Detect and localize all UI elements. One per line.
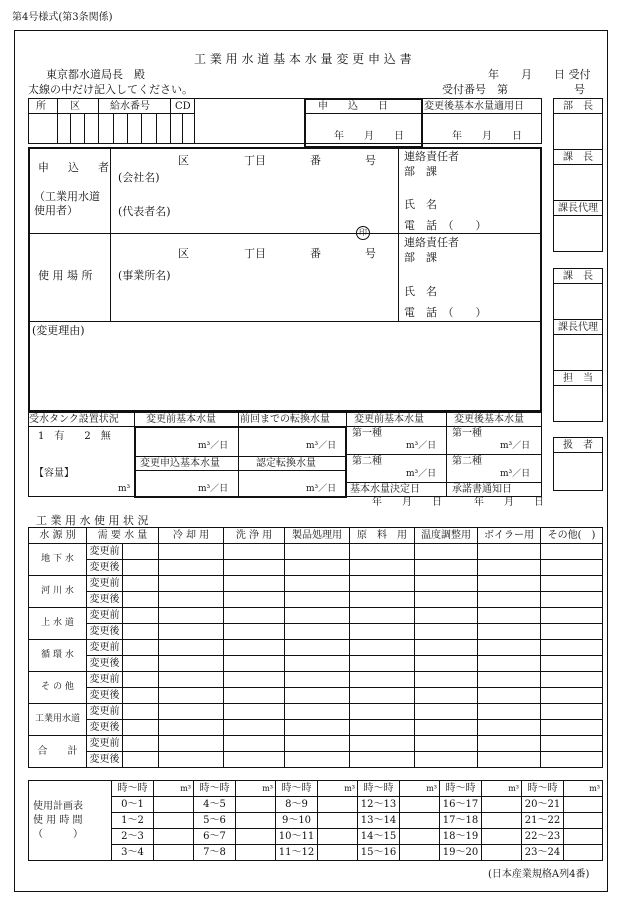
usage-after-label: 変更後 [87,688,123,704]
after-type1-unit: m³／日 [500,441,531,451]
schedule-volume-cell[interactable] [154,813,194,829]
usage-col-header: ボイラー用 [478,528,541,544]
usage-cell[interactable] [350,704,415,720]
schedule-time-slot: 12〜13 [358,797,400,813]
usage-cell[interactable] [285,640,350,656]
decided-date-value: 年 月 日 [372,497,442,508]
schedule-unit-header: m³ [400,781,440,797]
applicant-sublabel: （工業用水道使用者） [34,190,100,218]
usage-cell[interactable] [415,592,478,608]
usage-cell[interactable] [478,640,541,656]
after-type2-label: 第二種 [452,456,482,467]
before-base-unit: m³／日 [198,441,229,451]
usage-cell[interactable] [159,608,224,624]
contact-title: 連絡責任者 [404,150,459,163]
usage-row [29,704,603,720]
schedule-volume-cell[interactable] [154,829,194,845]
decided-date-label: 基本水量決定日 [350,484,420,495]
usage-cell[interactable] [350,640,415,656]
schedule-volume-cell[interactable] [400,829,440,845]
schedule-row [29,797,603,813]
type2-label: 第二種 [352,456,382,467]
schedule-time-slot: 16〜17 [440,797,482,813]
usage-row [29,736,603,752]
schedule-volume-cell[interactable] [400,797,440,813]
usage-cell[interactable] [415,608,478,624]
approved-convert-unit: m³／日 [306,484,337,494]
schedule-row [29,845,603,861]
usage-cell[interactable] [285,704,350,720]
usage-col-header: 洗 浄 用 [224,528,285,544]
schedule-table [28,780,603,861]
company-name-label: (会社名) [118,171,160,184]
usage-cell[interactable] [159,656,224,672]
usage-cell[interactable] [224,704,285,720]
schedule-volume-cell[interactable] [154,797,194,813]
usage-row [29,672,603,688]
schedule-time-slot: 6〜7 [194,829,236,845]
usage-cell[interactable] [159,704,224,720]
usage-cell[interactable] [541,592,603,608]
usage-cell[interactable] [224,608,285,624]
usage-cell[interactable] [415,656,478,672]
usage-cell[interactable] [350,752,415,768]
prev-convert-label: 前回までの転換水量 [240,414,330,425]
schedule-header-row [29,781,603,797]
schedule-time-slot: 21〜22 [522,813,564,829]
usage-cell[interactable] [159,576,224,592]
usage-cell[interactable] [159,736,224,752]
usage-cell[interactable] [123,704,159,720]
usage-table [28,527,603,768]
usage-cell[interactable] [350,720,415,736]
usage-cell[interactable] [541,576,603,592]
schedule-volume-cell[interactable] [482,813,522,829]
schedule-time-header: 時〜時 [522,781,564,797]
addressee: 東京都水道局長 殿 [46,68,145,81]
seal-mark: 印 [356,226,370,240]
schedule-label-line3: （ ） [33,828,83,840]
usage-cell[interactable] [478,544,541,560]
schedule-time-slot: 15〜16 [358,845,400,861]
usage-cell[interactable] [478,560,541,576]
usage-cell[interactable] [224,560,285,576]
schedule-volume-cell[interactable] [564,797,603,813]
tank-label: 受水タンク設置状況 [29,414,119,425]
usage-cell[interactable] [415,560,478,576]
usage-source-label: 上 水 道 [29,608,87,640]
handler-label: 扱 者 [563,440,593,451]
usage-row [29,624,603,640]
usage-header-row [29,528,603,544]
schedule-time-slot: 22〜23 [522,829,564,845]
schedule-time-slot: 14〜15 [358,829,400,845]
usage-cell[interactable] [541,672,603,688]
approval-tanto: 担 当 [563,373,593,384]
usage-cell[interactable] [478,752,541,768]
usage-cell[interactable] [159,592,224,608]
usage-cell[interactable] [285,624,350,640]
instruction-text: 太線の中だけ記入してください。 [28,83,193,96]
usage-cell[interactable] [123,592,159,608]
usage-cell[interactable] [224,656,285,672]
schedule-time-header: 時〜時 [276,781,318,797]
col-ku: 区 [70,101,80,112]
usage-cell[interactable] [159,560,224,576]
usage-cell[interactable] [285,736,350,752]
schedule-label [29,781,112,861]
receipt-date: 年 月 日 受付 [488,68,591,81]
apply-base-unit: m³／日 [198,484,229,494]
schedule-volume-cell[interactable] [400,845,440,861]
apply-date-value: 年 月 日 [334,131,404,142]
schedule-time-slot: 19〜20 [440,845,482,861]
contact-dept: 部 課 [404,165,437,178]
schedule-time-slot: 1〜2 [112,813,154,829]
usage-cell[interactable] [541,704,603,720]
usage-cell[interactable] [541,640,603,656]
usage-cell[interactable] [350,560,415,576]
usage-before-label: 変更前 [87,576,123,592]
schedule-time-slot: 4〜5 [194,797,236,813]
usage-before-label: 変更前 [87,544,123,560]
usage-col-header: 温度調整用 [415,528,478,544]
type2-unit: m³／日 [406,469,437,479]
usage-source-label: 循 環 水 [29,640,87,672]
usage-cell[interactable] [224,752,285,768]
usage-source-label: 合 計 [29,736,87,768]
schedule-volume-cell[interactable] [236,797,276,813]
contact2-name: 氏 名 [404,285,437,298]
usage-place-label: 使 用 場 所 [38,269,93,282]
schedule-row [29,829,603,845]
usage-row [29,560,603,576]
schedule-unit-header: m³ [236,781,276,797]
schedule-time-header: 時〜時 [358,781,400,797]
form-title: 工 業 用 水 道 基 本 水 量 変 更 申 込 書 [194,52,412,66]
before-base2-label: 変更前基本水量 [354,414,424,425]
usage-cell[interactable] [285,544,350,560]
usage-cell[interactable] [224,640,285,656]
usage-cell[interactable] [415,672,478,688]
approval-kacho: 課 長 [563,152,593,163]
usage-col-header: 冷 却 用 [159,528,224,544]
col-cd: CD [175,101,191,112]
usage-cell[interactable] [415,688,478,704]
usage-before-label: 変更前 [87,704,123,720]
usage-row [29,544,603,560]
schedule-time-slot: 20〜21 [522,797,564,813]
usage-row [29,640,603,656]
usage-cell[interactable] [224,688,285,704]
schedule-unit-header: m³ [154,781,194,797]
usage-source-label: 地 下 水 [29,544,87,576]
usage-cell[interactable] [123,672,159,688]
usage-cell[interactable] [123,624,159,640]
usage-cell[interactable] [285,688,350,704]
usage-row [29,592,603,608]
usage-after-label: 変更後 [87,624,123,640]
usage-col-header: 原 料 用 [350,528,415,544]
usage-cell[interactable] [123,640,159,656]
schedule-volume-cell[interactable] [154,845,194,861]
usage-col-header: その他( ) [541,528,603,544]
usage-cell[interactable] [224,624,285,640]
capacity-label: 【容量】 [34,468,74,479]
usage-cell[interactable] [350,656,415,672]
schedule-time-slot: 13〜14 [358,813,400,829]
contact2-dept: 部 課 [404,251,437,264]
usage-cell[interactable] [415,576,478,592]
usage-cell[interactable] [415,624,478,640]
schedule-volume-cell[interactable] [236,845,276,861]
usage-cell[interactable] [350,672,415,688]
usage-before-label: 変更前 [87,736,123,752]
usage-after-label: 変更後 [87,720,123,736]
schedule-volume-cell[interactable] [236,829,276,845]
schedule-volume-cell[interactable] [482,797,522,813]
usage-cell[interactable] [541,752,603,768]
usage-cell[interactable] [285,720,350,736]
usage-section-title: 工 業 用 水 使 用 状 況 [36,514,149,527]
usage-cell[interactable] [285,592,350,608]
schedule-volume-cell[interactable] [482,829,522,845]
contact2-phone: 電 話 （ ） [404,306,487,319]
usage-cell[interactable] [541,624,603,640]
contact-name: 氏 名 [404,198,437,211]
office-name-label: (事業所名) [118,269,171,282]
schedule-time-slot: 0〜1 [112,797,154,813]
schedule-time-slot: 8〜9 [276,797,318,813]
schedule-time-slot: 9〜10 [276,813,318,829]
usage-cell[interactable] [285,576,350,592]
schedule-volume-cell[interactable] [318,845,358,861]
usage-row [29,656,603,672]
usage-cell[interactable] [541,656,603,672]
usage-cell[interactable] [478,592,541,608]
before-base-label: 変更前基本水量 [146,414,216,425]
approval-kacho-2: 課 長 [563,271,593,282]
usage-after-label: 変更後 [87,656,123,672]
schedule-time-slot: 18〜19 [440,829,482,845]
type1-label: 第一種 [352,428,382,439]
schedule-time-header: 時〜時 [440,781,482,797]
approved-convert-label: 認定転換水量 [256,458,316,469]
usage-cell[interactable] [478,656,541,672]
usage-cell[interactable] [285,672,350,688]
schedule-volume-cell[interactable] [318,797,358,813]
usage-cell[interactable] [350,608,415,624]
col-kyusui: 給水番号 [110,101,150,112]
usage-cell[interactable] [159,624,224,640]
col-sho: 所 [36,101,46,112]
usage-cell[interactable] [224,736,285,752]
usage-cell[interactable] [350,624,415,640]
usage-row [29,688,603,704]
schedule-unit-header: m³ [482,781,522,797]
schedule-volume-cell[interactable] [236,813,276,829]
capacity-unit: m³ [118,484,131,494]
usage-source-label: そ の 他 [29,672,87,704]
schedule-row [29,813,603,829]
usage-cell[interactable] [541,736,603,752]
usage-cell[interactable] [224,672,285,688]
usage-cell[interactable] [350,544,415,560]
schedule-unit-header: m³ [318,781,358,797]
usage-cell[interactable] [224,720,285,736]
usage-cell[interactable] [224,544,285,560]
prev-convert-unit: m³／日 [306,441,337,451]
usage-cell[interactable] [224,592,285,608]
schedule-unit-header: m³ [564,781,603,797]
usage-cell[interactable] [478,576,541,592]
schedule-time-slot: 10〜11 [276,829,318,845]
schedule-volume-cell[interactable] [564,813,603,829]
usage-cell[interactable] [541,608,603,624]
usage-cell[interactable] [123,688,159,704]
tank-options: 1 有 2 無 [38,431,111,442]
usage-cell[interactable] [415,720,478,736]
usage-cell[interactable] [415,736,478,752]
usage-cell[interactable] [541,688,603,704]
schedule-volume-cell[interactable] [318,829,358,845]
schedule-time-slot: 23〜24 [522,845,564,861]
usage-before-label: 変更前 [87,672,123,688]
usage-row [29,752,603,768]
usage-cell[interactable] [159,640,224,656]
paper-standard: (日本産業規格A列4番) [488,869,590,880]
usage-cell[interactable] [541,720,603,736]
usage-col-header: 需 要 水 量 [87,528,159,544]
usage-cell[interactable] [123,608,159,624]
usage-cell[interactable] [224,576,285,592]
usage-cell[interactable] [350,592,415,608]
representative-label: (代表者名) [118,205,171,218]
usage-cell[interactable] [478,608,541,624]
usage-cell[interactable] [123,576,159,592]
schedule-time-slot: 7〜8 [194,845,236,861]
after-base-label: 変更後基本水量 [454,414,524,425]
approval-box-top [553,98,603,252]
usage-cell[interactable] [159,720,224,736]
apply-base-label: 変更申込基本水量 [140,458,220,469]
usage-cell[interactable] [415,704,478,720]
applicant-address-line: 区 丁目 番 号 [178,154,376,167]
after-type1-label: 第一種 [452,428,482,439]
usage-cell[interactable] [159,544,224,560]
consent-date-label: 承諾書通知日 [452,484,512,495]
usage-address-line: 区 丁目 番 号 [178,247,376,260]
schedule-volume-cell[interactable] [564,845,603,861]
consent-date-value: 年 月 日 [474,497,544,508]
usage-cell[interactable] [350,736,415,752]
usage-cell[interactable] [541,560,603,576]
usage-cell[interactable] [285,656,350,672]
usage-row [29,720,603,736]
usage-cell[interactable] [123,752,159,768]
schedule-label-line2: 使 用 時 間 [33,814,83,826]
schedule-time-header: 時〜時 [194,781,236,797]
approval-bucho: 部 長 [563,101,593,112]
usage-cell[interactable] [478,704,541,720]
contact-phone: 電 話 （ ） [404,219,487,232]
usage-cell[interactable] [478,736,541,752]
usage-cell[interactable] [415,752,478,768]
usage-cell[interactable] [541,544,603,560]
schedule-label-line1: 使用計画表 [33,800,83,812]
usage-row [29,576,603,592]
schedule-volume-cell[interactable] [482,845,522,861]
usage-cell[interactable] [478,720,541,736]
usage-cell[interactable] [159,688,224,704]
usage-after-label: 変更後 [87,592,123,608]
usage-row [29,608,603,624]
usage-after-label: 変更後 [87,752,123,768]
schedule-time-header: 時〜時 [112,781,154,797]
usage-cell[interactable] [123,720,159,736]
usage-cell[interactable] [415,544,478,560]
usage-col-header: 製品処理用 [285,528,350,544]
contact2-title: 連絡責任者 [404,236,459,249]
schedule-time-slot: 11〜12 [276,845,318,861]
usage-cell[interactable] [285,608,350,624]
usage-cell[interactable] [123,544,159,560]
usage-source-label: 河 川 水 [29,576,87,608]
schedule-volume-cell[interactable] [318,813,358,829]
usage-cell[interactable] [123,656,159,672]
usage-cell[interactable] [285,752,350,768]
usage-cell[interactable] [350,576,415,592]
usage-cell[interactable] [415,640,478,656]
usage-cell[interactable] [478,624,541,640]
schedule-time-slot: 5〜6 [194,813,236,829]
usage-cell[interactable] [350,688,415,704]
approval-box-bottom [553,268,603,422]
usage-before-label: 変更前 [87,608,123,624]
schedule-time-slot: 2〜3 [112,829,154,845]
schedule-time-slot: 17〜18 [440,813,482,829]
effective-date-label: 変更後基本水量適用日 [424,101,524,112]
change-reason-label: (変更理由) [32,324,85,337]
schedule-volume-cell[interactable] [564,829,603,845]
schedule-time-slot: 3〜4 [112,845,154,861]
type1-unit: m³／日 [406,441,437,451]
form-number: 第4号様式(第3条関係) [12,12,113,23]
usage-cell[interactable] [159,672,224,688]
effective-date-value: 年 月 日 [452,131,522,142]
receipt-number: 受付番号 第 号 [442,83,585,96]
approval-kacho-dairi: 課長代理 [558,203,598,214]
usage-source-label: 工業用水道 [29,704,87,736]
usage-cell[interactable] [123,736,159,752]
usage-after-label: 変更後 [87,560,123,576]
apply-date-label: 申 込 日 [318,101,388,112]
usage-before-label: 変更前 [87,640,123,656]
applicant-frame [28,147,542,412]
applicant-label: 申 込 者 [38,161,113,174]
usage-cell[interactable] [478,672,541,688]
usage-cell[interactable] [285,560,350,576]
usage-col-header: 水 源 別 [29,528,87,544]
usage-cell[interactable] [123,560,159,576]
approval-kacho-dairi-2: 課長代理 [558,322,598,333]
usage-cell[interactable] [478,688,541,704]
after-type2-unit: m³／日 [500,469,531,479]
usage-cell[interactable] [159,752,224,768]
schedule-volume-cell[interactable] [400,813,440,829]
